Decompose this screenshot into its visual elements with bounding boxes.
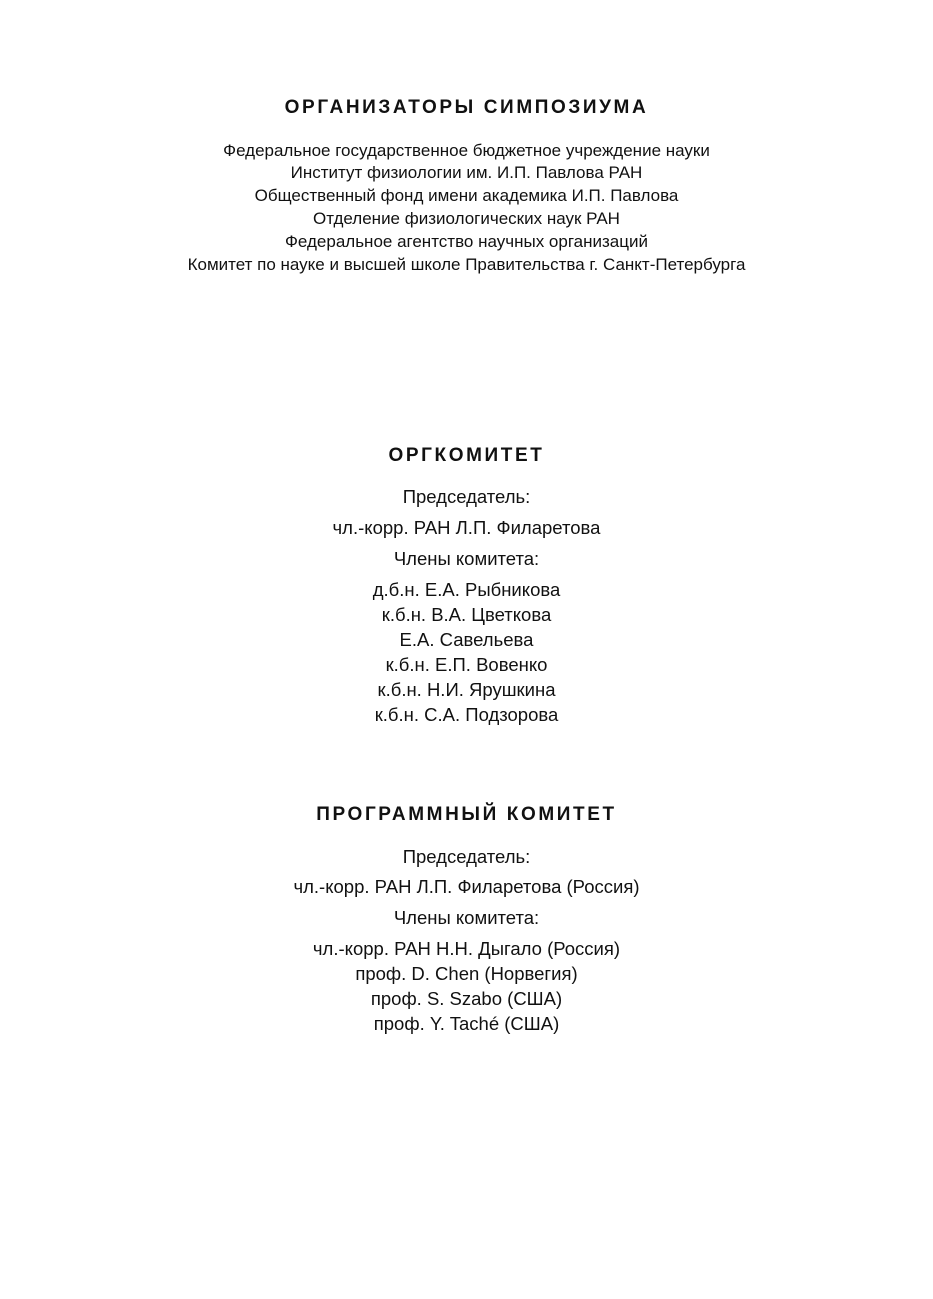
org-committee-member: к.б.н. С.А. Подзорова	[374, 704, 559, 725]
program-committee-members-label: Члены комитета:	[393, 907, 540, 928]
program-committee-member: проф. D. Chen (Норвегия)	[355, 963, 578, 984]
org-committee-member: к.б.н. Е.П. Вовенко	[385, 654, 548, 675]
program-committee-heading: ПРОГРАММНЫЙ КОМИТЕТ	[316, 804, 617, 825]
program-committee-member: проф. S. Szabo (США)	[370, 988, 563, 1009]
organizer-line: Федеральное государственное бюджетное учреждение науки	[223, 141, 710, 160]
program-committee-member: проф. Y. Taché (США)	[373, 1013, 560, 1034]
org-committee-chair: чл.-корр. РАН Л.П. Филаретова	[332, 517, 601, 538]
org-committee-member: к.б.н. Н.И. Ярушкина	[377, 679, 556, 700]
org-committee-member: д.б.н. Е.А. Рыбникова	[372, 579, 561, 600]
org-committee-member: к.б.н. В.А. Цветкова	[381, 604, 552, 625]
organizer-line: Комитет по науке и высшей школе Правительства г. Санкт-Петербурга	[187, 255, 746, 274]
organizers-heading: ОРГАНИЗАТОРЫ СИМПОЗИУМА	[284, 97, 649, 118]
organizer-line: Институт физиологии им. И.П. Павлова РАН	[290, 163, 643, 182]
organizer-line: Общественный фонд имени академика И.П. Павлова	[254, 186, 679, 205]
program-committee-member: чл.-корр. РАН Н.Н. Дыгало (Россия)	[312, 938, 621, 959]
org-committee-heading: ОРГКОМИТЕТ	[388, 445, 545, 466]
organizer-line: Отделение физиологических наук РАН	[313, 209, 620, 228]
org-committee-members-label: Члены комитета:	[393, 548, 540, 569]
org-committee-chair-label: Председатель:	[402, 486, 531, 507]
org-committee-member: Е.А. Савельева	[399, 629, 534, 650]
program-committee-chair-label: Председатель:	[402, 846, 531, 867]
program-committee-chair: чл.-корр. РАН Л.П. Филаретова (Россия)	[293, 876, 640, 897]
organizer-line: Федеральное агентство научных организаций	[284, 232, 648, 251]
